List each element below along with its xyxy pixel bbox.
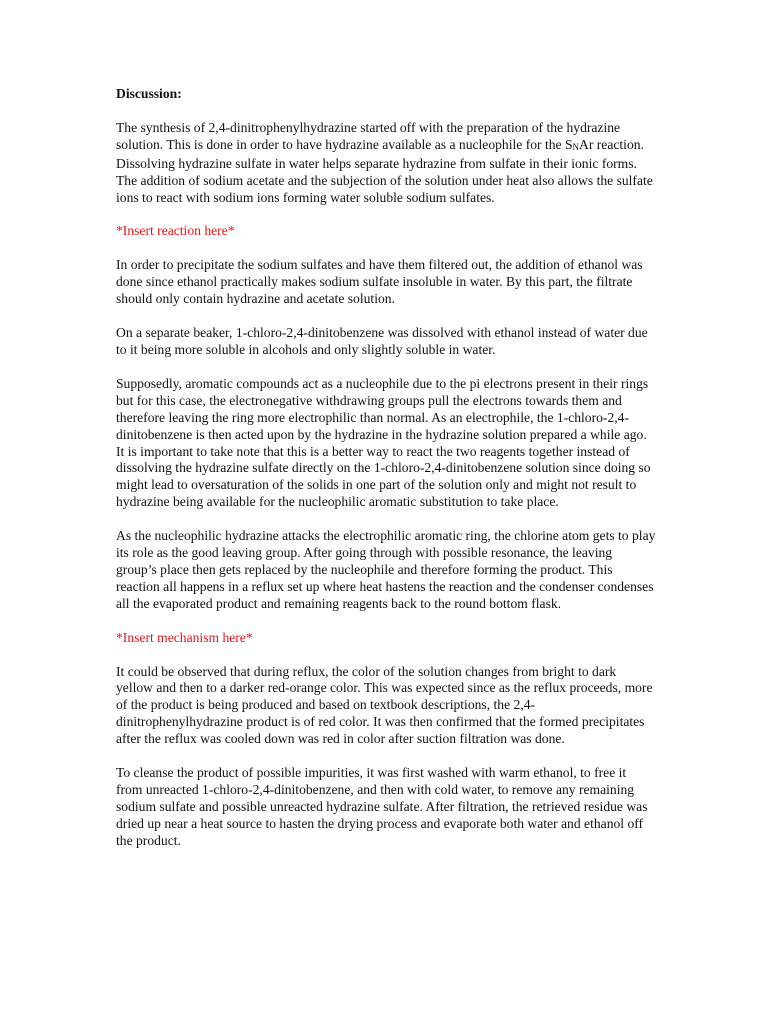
document-page xyxy=(116,86,656,867)
paragraph-separate-beaker: On a separate beaker, 1-chloro-2,4-dinitobenzene was dissolved with ethanol instead of water due to it being more soluble in alcohols and only slightly soluble in water. xyxy=(116,325,648,357)
paragraph-nucleophilic-attack: As the nucleophilic hydrazine attacks the electrophilic aromatic ring, the chlorine atom gets to play its role as the good leaving group. After going through with possible resonance, the leaving group’s place then gets replaced by the nucleophile and therefore forming the product. This reaction all happens in a reflux set up where heat hastens the reaction and the condenser condenses all the evaporated product and remaining reagents back to the round bottom flask. xyxy=(116,528,656,611)
paragraph-hydrazine-preparation xyxy=(116,120,656,207)
paragraph-cleanse-product: To cleanse the product of possible impurities, it was first washed with warm ethanol, to free it from unreacted 1-chloro-2,4-dinitobenzene, and then with cold water, to remove any remaining sodium sulfate and possible unreacted hydrazine sulfate. After filtration, the retrieved residue was dried up near a heat source to hasten the drying process and evaporate both water and ethanol off the product. xyxy=(116,765,648,848)
insert-mechanism-placeholder: *Insert mechanism here* xyxy=(116,629,253,645)
paragraph-precipitate-sulfates: In order to precipitate the sodium sulfates and have them filtered out, the addition of ethanol was done since ethanol practically makes sodium sulfate insoluble in water. By this part, the filtrate should only contain hydrazine and acetate solution. xyxy=(116,257,643,307)
paragraph-text-before: The synthesis of 2,4-dinitrophenylhydrazine started off with the preparation of the hydrazine solution. This is done in order to have hydrazine available as a nucleophile for the S xyxy=(116,119,621,152)
paragraph-aromatic-electrophile: Supposedly, aromatic compounds act as a nucleophile due to the pi electrons present in their rings but for this case, the electronegative withdrawing groups pull the electrons towards them and therefore leaving the ring more electrophilic than normal. As an electrophile, the 1-chloro-2,4-dinitobenzene is then acted upon by the hydrazine in the hydrazine solution prepared a while ago. It is important to take note that this is a better way to react the two reagents together instead of dissolving the hydrazine sulfate directly on the 1-chloro-2,4-dinitobenzene solution since doing so might lead to oversaturation of the solids in one part of the solution only and might not result to hydrazine being available for the nucleophilic aromatic substitution to take place. xyxy=(116,375,651,510)
subscript-n: N xyxy=(572,141,580,152)
discussion-heading: Discussion: xyxy=(116,86,182,101)
paragraph-reflux-color: It could be observed that during reflux, the color of the solution changes from bright to dark yellow and then to a darker red-orange color. This was expected since as the reflux proceeds, more of the product is being produced and based on textbook descriptions, the 2,4-dinitrophenylhydrazine product is of red color. It was then confirmed that the formed precipitates after the reflux was cooled down was red in color after suction filtration was done. xyxy=(116,663,653,747)
insert-reaction-placeholder: *Insert reaction here* xyxy=(116,223,235,239)
paragraph-text-after: Ar reaction. Dissolving hydrazine sulfate in water helps separate hydrazine from sulfate in their ionic forms. The addition of sodium acetate and the subjection of the solution under heat also allows the sulfate ions to react with sodium ions forming water soluble sodium sulfates. xyxy=(116,136,653,205)
